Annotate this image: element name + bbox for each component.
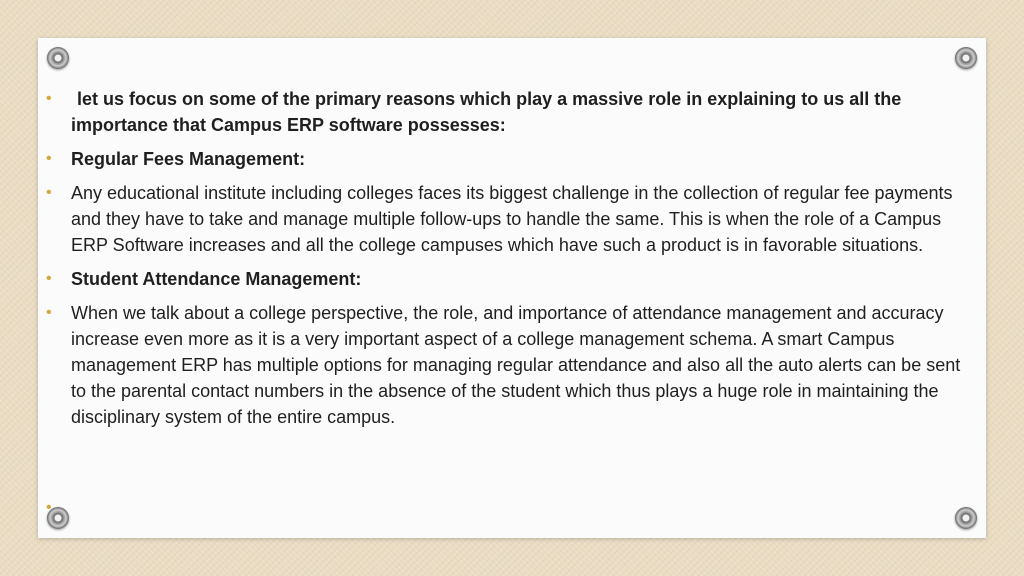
empty-bullet-icon: • xyxy=(46,499,52,516)
bullet-text: Student Attendance Management: xyxy=(71,269,362,289)
bullet-text: Regular Fees Management: xyxy=(71,149,306,169)
pushpin-icon xyxy=(955,507,977,529)
bullet-dot-icon: • xyxy=(46,184,52,201)
bullet-dot-icon: • xyxy=(46,304,52,321)
pushpin-icon xyxy=(955,47,977,69)
bullet-item-heading-fees xyxy=(38,146,972,172)
bullet-text: let us focus on some of the primary reasons which play a massive role in explaining to us all the importance that Campus ERP software possesses: xyxy=(71,89,902,135)
bullet-item-intro xyxy=(38,86,972,138)
bullet-dot-icon: • xyxy=(46,150,52,167)
bullet-dot-icon: • xyxy=(46,270,52,287)
pushpin-icon xyxy=(47,47,69,69)
bullet-dot-icon: • xyxy=(46,90,52,107)
slide-card xyxy=(38,38,986,538)
bullet-list xyxy=(38,86,986,438)
bullet-item-fees-body xyxy=(38,180,972,258)
bullet-text: Any educational institute including colleges faces its biggest challenge in the collection of regular fee payments and they have to take and manage multiple follow-ups to handle the same. This is when the role of a Campus ERP Software increases and all the college campuses which have such a product is in favorable situations. xyxy=(71,183,953,255)
bullet-item-attendance-body xyxy=(38,300,972,430)
bullet-text: When we talk about a college perspective, the role, and importance of attendance management and accuracy increase even more as it is a very important aspect of a college management schema. A smart Campus management ERP has multiple options for managing regular attendance and also all the auto alerts can be sent to the parental contact numbers in the absence of the student which thus plays a huge role in maintaining the disciplinary system of the entire campus. xyxy=(71,303,961,427)
bullet-item-heading-attendance xyxy=(38,266,972,292)
